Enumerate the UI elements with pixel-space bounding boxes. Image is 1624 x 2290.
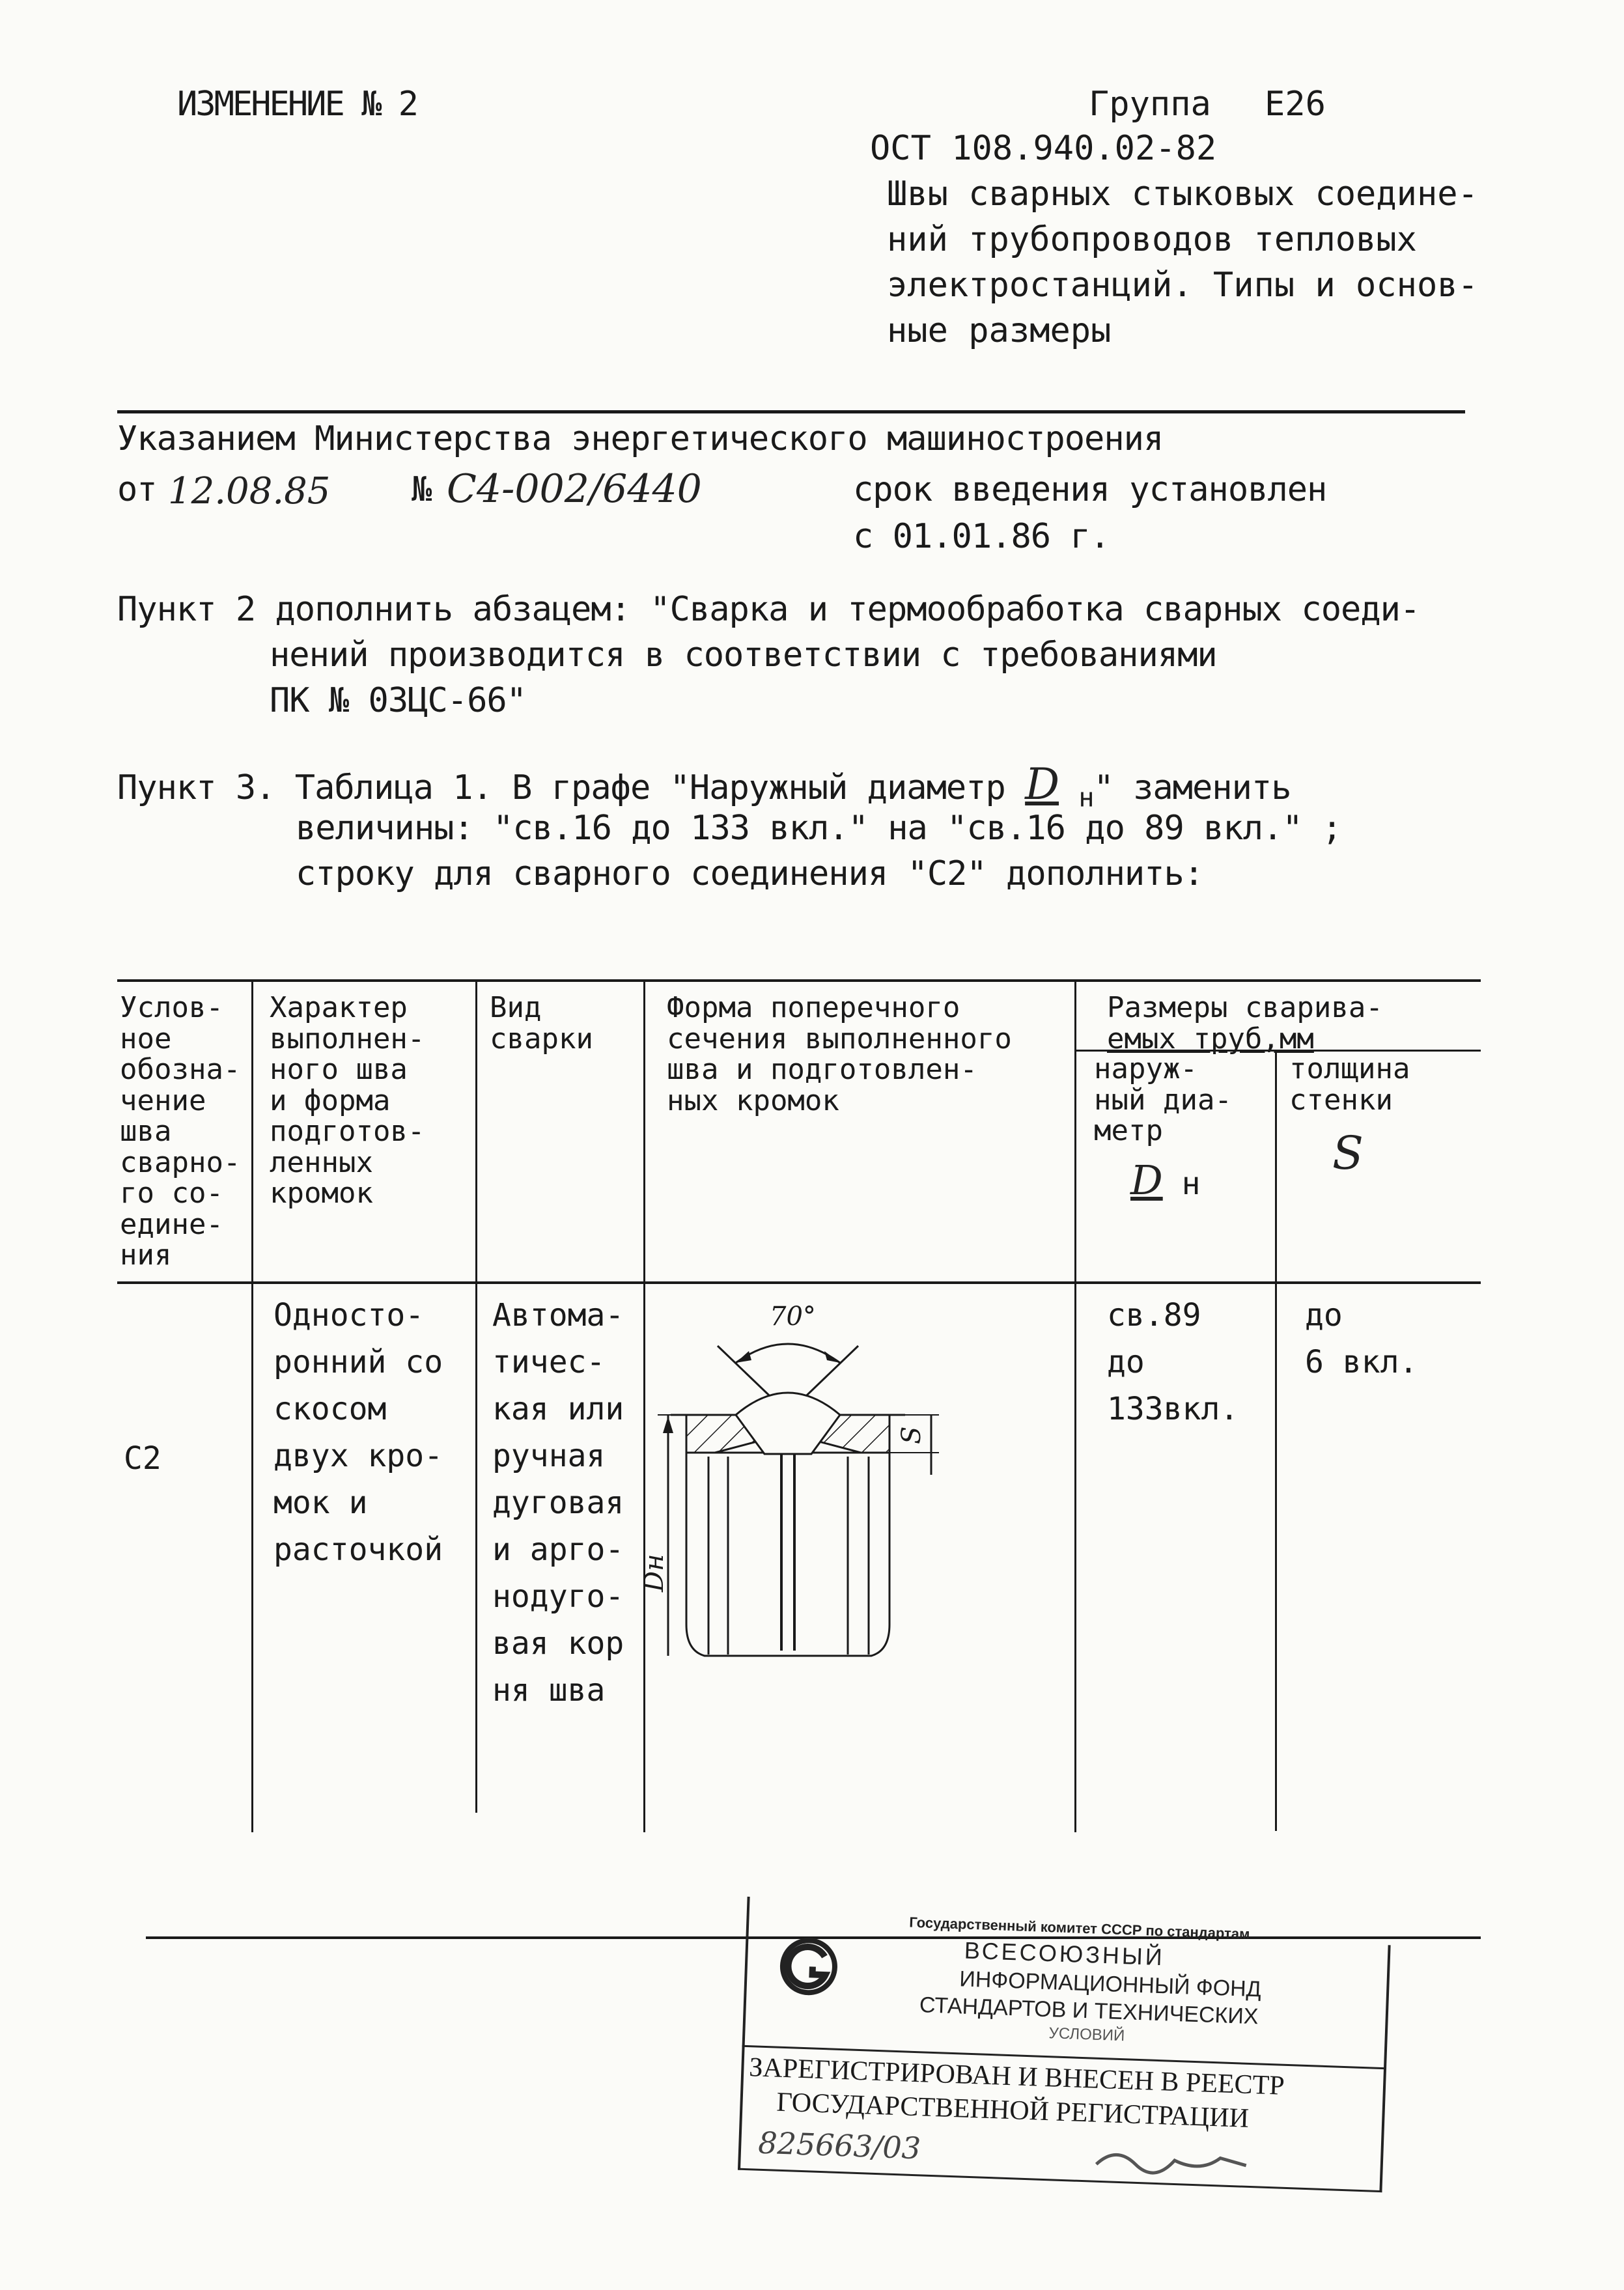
weld-section-drawing [639,1286,1074,1690]
decree-line: Указанием Министерства энергетического машиностроения [117,419,1164,458]
decree-number-label: № [412,470,432,509]
point3-prefix: Пункт 3. Таблица 1. В графе "Наружный диаметр [117,768,1005,807]
d-symbol: D [1025,759,1059,809]
angle-label: 70° [770,1302,816,1332]
change-title: ИЗМЕНЕНИЕ № 2 [177,85,417,124]
arrow-left [736,1351,751,1363]
point2-line: Пункт 2 дополнить абзацем: "Сварка и термообработка сварных соеди- [117,590,1420,629]
group-label: Группа [1089,85,1211,124]
point3-line: величины: "св.16 до 133 вкл." на "св.16 до 89 вкл." ; [296,809,1342,848]
row-designation: С2 [124,1440,161,1477]
col-divider [1074,979,1076,1832]
decree-number-handwritten: С4-002/6440 [447,466,702,512]
header-pipe-sizes-line: емых труб,мм [1107,1022,1314,1055]
standard-title [887,177,1478,359]
standard-code: ОСТ 108.940.02-82 [870,129,1217,168]
header-wall-thickness: толщина стенки [1289,1052,1410,1117]
term-label: срок введения установлен [853,470,1327,509]
col-divider [475,979,477,1813]
header-divider [117,410,1465,413]
decree-date-handwritten: 12.08.85 [168,470,331,512]
stamp-line: ВСЕСОЮЗНЫЙ [964,1936,1166,1971]
row-outer-diameter: св.89 до 133вкл. [1107,1297,1239,1427]
decree-from-label: от [117,470,157,509]
stamp-registered: ЗАРЕГИСТРИРОВАН И ВНЕСЕН В РЕЕСТР [748,2052,1285,2101]
group-code: Е26 [1265,85,1326,124]
table-top-rule [117,979,1481,982]
header-character: Характер выполнен- ного шва и форма подготов- ленных кромок [270,991,425,1210]
title-line: ний трубопроводов тепловых [887,220,1417,259]
arrow-right [824,1351,840,1363]
dh-arrow-top [663,1416,673,1433]
pipe-outline [686,1453,889,1656]
stamp-line: ИНФОРМАЦИОННЫЙ ФОНД [959,1966,1262,2002]
header-designation: Услов- ное обозна- чение шва сварно- го со- едине- ния [120,991,241,1272]
header-pipe-sizes [1107,992,1383,1054]
point3-line [117,759,1291,813]
point2-line: нений производится в соответствии с требованиями [270,635,1217,675]
angle-arc [736,1344,840,1363]
row-wall-thickness: до 6 вкл. [1305,1297,1418,1380]
header-welding-type: Вид сварки [490,991,593,1055]
title-line: Швы сварных стыковых соедине- [887,175,1478,214]
header-outer-diameter-symbol [1130,1156,1201,1204]
stamp-committee: Государственный комитет СССР по стандартам [908,1914,1250,1942]
registration-stamp [738,1897,1392,2192]
col-divider [1275,1050,1277,1831]
weld-cap [736,1393,840,1454]
point2-line: ПК № 03ЦС-66" [270,681,526,720]
stamp-reg-number: 825663/03 [757,2125,921,2166]
point3-suffix: " заменить [1093,768,1291,807]
d-subscript: н [1078,783,1094,813]
outer-d-symbol: D [1130,1156,1163,1204]
header-section-shape: Форма поперечного сечения выполненного шва и подготовлен- ных кромок [667,991,1012,1117]
term-date: с 01.01.86 г. [853,517,1110,556]
outer-d-sub: н [1181,1166,1201,1202]
stamp-border-bottom [738,2168,1382,2193]
stamp-signature [1089,2138,1260,2183]
standards-emblem-icon [777,1936,839,1998]
stamp-line: УСЛОВИЙ [1048,2024,1125,2045]
row-welding-type: Автома- тичес- кая или ручная дуговая и арго- нодуго- вая кор ня шва [492,1297,624,1709]
point3-line: строку для сварного соединения "С2" дополнить: [296,854,1204,893]
header-pipe-sizes-line: Размеры сварива- [1107,991,1383,1024]
s-label: S [897,1426,927,1444]
title-line: электростанций. Типы и основ- [887,266,1478,305]
title-line: ные размеры [887,311,1112,350]
header-wall-symbol: S [1332,1126,1364,1180]
stamp-registered: ГОСУДАРСТВЕННОЙ РЕГИСТРАЦИИ [776,2087,1250,2134]
header-outer-diameter: наруж- ный диа- метр [1094,1052,1232,1148]
col-divider [251,979,253,1832]
row-character: Односто- ронний со скосом двух кро- мок и расточкой [273,1297,443,1568]
dh-label: Dн [639,1554,669,1592]
stamp-line: СТАНДАРТОВ И ТЕХНИЧЕСКИХ [919,1992,1259,2030]
